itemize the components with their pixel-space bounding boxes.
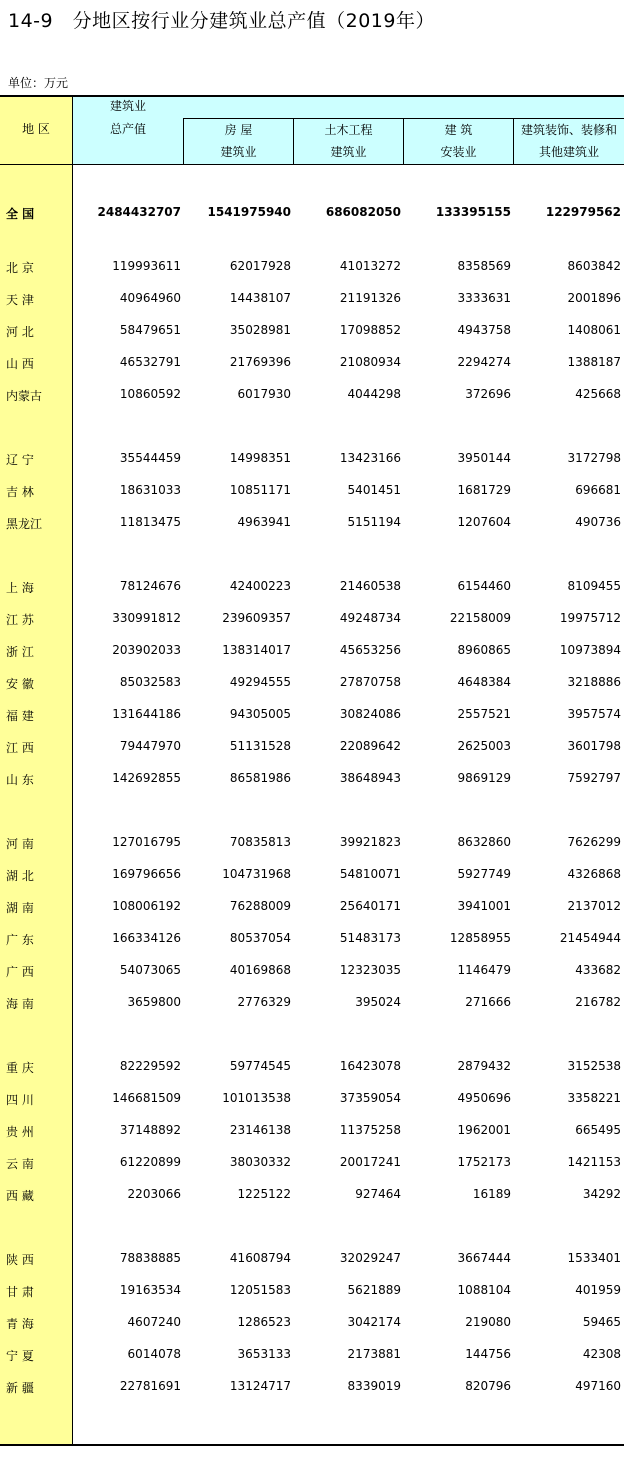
value-cell-col5: 8109455 bbox=[567, 579, 621, 593]
value-cell-col1: 37148892 bbox=[119, 1123, 181, 1137]
table-row bbox=[0, 255, 624, 279]
table-row bbox=[0, 863, 624, 887]
value-cell-col4: 12858955 bbox=[449, 931, 511, 945]
region-name: 安 徽 bbox=[6, 677, 34, 691]
table-row bbox=[0, 287, 624, 311]
value-cell-col2: 101013538 bbox=[222, 1091, 291, 1105]
value-cell-col3: 49248734 bbox=[339, 611, 401, 625]
value-cell-col5: 7626299 bbox=[567, 835, 621, 849]
value-cell-col5: 401959 bbox=[575, 1283, 621, 1297]
region-name: 宁 夏 bbox=[6, 1349, 34, 1363]
value-cell-col4: 2557521 bbox=[457, 707, 511, 721]
value-cell-col5: 3218886 bbox=[567, 675, 621, 689]
table-row bbox=[0, 927, 624, 951]
value-cell-col1: 58479651 bbox=[119, 323, 181, 337]
value-cell-col4: 2625003 bbox=[457, 739, 511, 753]
value-cell-col4: 144756 bbox=[465, 1347, 511, 1361]
value-cell-col4: 820796 bbox=[465, 1379, 511, 1393]
value-cell-col2: 10851171 bbox=[229, 483, 291, 497]
value-cell-col5: 1533401 bbox=[567, 1251, 621, 1265]
value-cell-col3: 27870758 bbox=[339, 675, 401, 689]
region-name: 天 津 bbox=[6, 293, 34, 307]
value-cell-col5: 490736 bbox=[575, 515, 621, 529]
value-cell-col3: 54810071 bbox=[339, 867, 401, 881]
value-cell-col4: 4950696 bbox=[457, 1091, 511, 1105]
value-cell-col2: 23146138 bbox=[229, 1123, 291, 1137]
value-cell-col3: 13423166 bbox=[339, 451, 401, 465]
value-cell-col4: 1146479 bbox=[457, 963, 511, 977]
value-cell-col3: 8339019 bbox=[347, 1379, 401, 1393]
region-name: 新 疆 bbox=[6, 1381, 34, 1395]
region-name: 河 南 bbox=[6, 837, 34, 851]
table-row bbox=[0, 575, 624, 599]
header-col5-line2: 其他建筑业 bbox=[538, 145, 599, 159]
table-row bbox=[0, 1183, 624, 1207]
value-cell-col1: 131644186 bbox=[112, 707, 181, 721]
value-cell-col4: 3941001 bbox=[457, 899, 511, 913]
value-cell-col2: 94305005 bbox=[229, 707, 291, 721]
value-cell-col2: 14998351 bbox=[229, 451, 291, 465]
value-cell-col4: 3667444 bbox=[457, 1251, 511, 1265]
region-name: 湖 北 bbox=[6, 869, 34, 883]
region-name: 内蒙古 bbox=[6, 389, 43, 403]
header-col3-line1: 土木工程 bbox=[324, 123, 373, 137]
value-cell-col4: 219080 bbox=[465, 1315, 511, 1329]
table-row bbox=[0, 1087, 624, 1111]
value-cell-col5: 433682 bbox=[575, 963, 621, 977]
value-cell-col3: 32029247 bbox=[339, 1251, 401, 1265]
table-row bbox=[0, 767, 624, 791]
header-col5-line1: 建筑装饰、装修和 bbox=[520, 123, 617, 137]
value-cell-col2: 76288009 bbox=[229, 899, 291, 913]
value-cell-col5: 425668 bbox=[575, 387, 621, 401]
region-name: 河 北 bbox=[6, 325, 34, 339]
page-title: 14-9 分地区按行业分建筑业总产值（2019年） bbox=[8, 10, 435, 32]
region-name: 山 东 bbox=[6, 773, 34, 787]
value-cell-col2: 1541975940 bbox=[207, 205, 291, 219]
value-cell-col5: 4326868 bbox=[567, 867, 621, 881]
value-cell-col4: 1752173 bbox=[457, 1155, 511, 1169]
value-cell-col3: 20017241 bbox=[339, 1155, 401, 1169]
value-cell-col3: 25640171 bbox=[339, 899, 401, 913]
value-cell-col2: 70835813 bbox=[229, 835, 291, 849]
value-cell-col3: 17098852 bbox=[339, 323, 401, 337]
value-cell-col2: 51131528 bbox=[229, 739, 291, 753]
bottom-rule bbox=[0, 1444, 624, 1446]
region-name: 青 海 bbox=[6, 1317, 34, 1331]
table-row bbox=[0, 639, 624, 663]
region-name: 北 京 bbox=[6, 261, 34, 275]
national-total-row bbox=[0, 201, 624, 225]
region-name: 四 川 bbox=[6, 1093, 34, 1107]
region-name: 湖 南 bbox=[6, 901, 34, 915]
value-cell-col1: 11813475 bbox=[119, 515, 181, 529]
value-cell-col1: 108006192 bbox=[112, 899, 181, 913]
value-cell-col1: 82229592 bbox=[119, 1059, 181, 1073]
header-col3-line2: 建筑业 bbox=[330, 145, 367, 159]
value-cell-col5: 497160 bbox=[575, 1379, 621, 1393]
value-cell-col4: 2879432 bbox=[457, 1059, 511, 1073]
value-cell-col1: 78838885 bbox=[119, 1251, 181, 1265]
value-cell-col5: 7592797 bbox=[567, 771, 621, 785]
value-cell-col4: 5927749 bbox=[457, 867, 511, 881]
value-cell-col4: 8358569 bbox=[457, 259, 511, 273]
value-cell-col4: 3333631 bbox=[457, 291, 511, 305]
header-total-line2: 总产值 bbox=[109, 122, 146, 136]
value-cell-col1: 169796656 bbox=[112, 867, 181, 881]
table-row bbox=[0, 1311, 624, 1335]
value-cell-col4: 16189 bbox=[472, 1187, 511, 1201]
value-cell-col3: 21191326 bbox=[339, 291, 401, 305]
value-cell-col4: 133395155 bbox=[435, 205, 511, 219]
header-col4-line1: 建 筑 bbox=[444, 123, 473, 137]
value-cell-col3: 927464 bbox=[355, 1187, 401, 1201]
region-name: 海 南 bbox=[6, 997, 34, 1011]
value-cell-col1: 142692855 bbox=[112, 771, 181, 785]
value-cell-col1: 6014078 bbox=[127, 1347, 181, 1361]
header-col4-line2: 安装业 bbox=[440, 145, 477, 159]
value-cell-col3: 51483173 bbox=[339, 931, 401, 945]
value-cell-col2: 41608794 bbox=[229, 1251, 291, 1265]
region-name: 贵 州 bbox=[6, 1125, 34, 1139]
region-name: 全 国 bbox=[6, 207, 35, 221]
value-cell-col3: 5151194 bbox=[347, 515, 401, 529]
value-cell-col3: 39921823 bbox=[339, 835, 401, 849]
value-cell-col1: 19163534 bbox=[119, 1283, 181, 1297]
value-cell-col5: 665495 bbox=[575, 1123, 621, 1137]
table-row bbox=[0, 991, 624, 1015]
table-row bbox=[0, 511, 624, 535]
value-cell-col5: 1408061 bbox=[567, 323, 621, 337]
data-table bbox=[0, 95, 624, 1446]
value-cell-col3: 21080934 bbox=[339, 355, 401, 369]
value-cell-col3: 22089642 bbox=[339, 739, 401, 753]
value-cell-col3: 41013272 bbox=[339, 259, 401, 273]
region-name: 福 建 bbox=[6, 709, 34, 723]
value-cell-col1: 79447970 bbox=[119, 739, 181, 753]
value-cell-col3: 45653256 bbox=[339, 643, 401, 657]
value-cell-col5: 3601798 bbox=[567, 739, 621, 753]
table-row bbox=[0, 1375, 624, 1399]
value-cell-col2: 6017930 bbox=[237, 387, 291, 401]
table-row bbox=[0, 895, 624, 919]
region-name: 广 西 bbox=[6, 965, 34, 979]
value-cell-col1: 35544459 bbox=[119, 451, 181, 465]
value-cell-col4: 8632860 bbox=[457, 835, 511, 849]
value-cell-col3: 5401451 bbox=[347, 483, 401, 497]
value-cell-col2: 1286523 bbox=[237, 1315, 291, 1329]
value-cell-col3: 30824086 bbox=[339, 707, 401, 721]
table-row bbox=[0, 1279, 624, 1303]
region-name: 甘 肃 bbox=[6, 1285, 34, 1299]
unit-label: 单位：万元 bbox=[8, 76, 69, 90]
table-row bbox=[0, 351, 624, 375]
value-cell-col5: 696681 bbox=[575, 483, 621, 497]
value-cell-col1: 119993611 bbox=[112, 259, 181, 273]
table-row bbox=[0, 671, 624, 695]
value-cell-col5: 3172798 bbox=[567, 451, 621, 465]
table-row bbox=[0, 1151, 624, 1175]
value-cell-col1: 4607240 bbox=[127, 1315, 181, 1329]
header-rule bbox=[0, 164, 624, 165]
value-cell-col3: 12323035 bbox=[339, 963, 401, 977]
value-cell-col3: 686082050 bbox=[325, 205, 401, 219]
value-cell-col5: 34292 bbox=[582, 1187, 621, 1201]
value-cell-col1: 40964960 bbox=[119, 291, 181, 305]
value-cell-col1: 127016795 bbox=[112, 835, 181, 849]
value-cell-col1: 2203066 bbox=[127, 1187, 181, 1201]
table-row bbox=[0, 383, 624, 407]
value-cell-col3: 38648943 bbox=[339, 771, 401, 785]
value-cell-col1: 146681509 bbox=[112, 1091, 181, 1105]
value-cell-col3: 37359054 bbox=[339, 1091, 401, 1105]
value-cell-col5: 3152538 bbox=[567, 1059, 621, 1073]
region-name: 广 东 bbox=[6, 933, 34, 947]
value-cell-col4: 6154460 bbox=[457, 579, 511, 593]
table-row bbox=[0, 607, 624, 631]
value-cell-col3: 3042174 bbox=[347, 1315, 401, 1329]
value-cell-col2: 1225122 bbox=[237, 1187, 291, 1201]
value-cell-col2: 62017928 bbox=[229, 259, 291, 273]
value-cell-col4: 3950144 bbox=[457, 451, 511, 465]
value-cell-col2: 4963941 bbox=[237, 515, 291, 529]
value-cell-col2: 12051583 bbox=[229, 1283, 291, 1297]
table-row bbox=[0, 447, 624, 471]
value-cell-col4: 8960865 bbox=[457, 643, 511, 657]
region-name: 上 海 bbox=[6, 581, 34, 595]
table-row bbox=[0, 831, 624, 855]
value-cell-col2: 40169868 bbox=[229, 963, 291, 977]
value-cell-col2: 239609357 bbox=[222, 611, 291, 625]
value-cell-col1: 46532791 bbox=[119, 355, 181, 369]
region-name: 陕 西 bbox=[6, 1253, 34, 1267]
value-cell-col3: 2173881 bbox=[347, 1347, 401, 1361]
table-row bbox=[0, 703, 624, 727]
value-cell-col1: 61220899 bbox=[119, 1155, 181, 1169]
region-name: 重 庆 bbox=[6, 1061, 34, 1075]
value-cell-col5: 42308 bbox=[582, 1347, 621, 1361]
region-name: 云 南 bbox=[6, 1157, 34, 1171]
value-cell-col1: 2484432707 bbox=[97, 205, 181, 219]
value-cell-col5: 216782 bbox=[575, 995, 621, 1009]
region-name: 江 苏 bbox=[6, 613, 34, 627]
header-region: 地 区 bbox=[22, 122, 50, 136]
value-cell-col2: 86581986 bbox=[229, 771, 291, 785]
value-cell-col2: 138314017 bbox=[222, 643, 291, 657]
value-cell-col5: 10973894 bbox=[559, 643, 621, 657]
value-cell-col2: 35028981 bbox=[229, 323, 291, 337]
value-cell-col1: 330991812 bbox=[112, 611, 181, 625]
table-row bbox=[0, 479, 624, 503]
value-cell-col2: 104731968 bbox=[222, 867, 291, 881]
value-cell-col5: 1421153 bbox=[567, 1155, 621, 1169]
table-row bbox=[0, 1343, 624, 1367]
value-cell-col4: 1681729 bbox=[457, 483, 511, 497]
value-cell-col3: 5621889 bbox=[347, 1283, 401, 1297]
value-cell-col2: 3653133 bbox=[237, 1347, 291, 1361]
region-name: 吉 林 bbox=[6, 485, 34, 499]
value-cell-col5: 19975712 bbox=[559, 611, 621, 625]
value-cell-col5: 3358221 bbox=[567, 1091, 621, 1105]
value-cell-col5: 59465 bbox=[582, 1315, 621, 1329]
value-cell-col5: 2001896 bbox=[567, 291, 621, 305]
value-cell-col4: 22158009 bbox=[449, 611, 511, 625]
value-cell-col1: 85032583 bbox=[119, 675, 181, 689]
value-cell-col3: 4044298 bbox=[347, 387, 401, 401]
value-cell-col4: 271666 bbox=[465, 995, 511, 1009]
value-cell-col2: 49294555 bbox=[229, 675, 291, 689]
value-cell-col5: 1388187 bbox=[567, 355, 621, 369]
value-cell-col4: 4648384 bbox=[457, 675, 511, 689]
value-cell-col2: 13124717 bbox=[229, 1379, 291, 1393]
value-cell-col2: 14438107 bbox=[229, 291, 291, 305]
value-cell-col4: 1088104 bbox=[457, 1283, 511, 1297]
table-row bbox=[0, 735, 624, 759]
value-cell-col1: 54073065 bbox=[119, 963, 181, 977]
value-cell-col1: 10860592 bbox=[119, 387, 181, 401]
value-cell-col4: 4943758 bbox=[457, 323, 511, 337]
table-row bbox=[0, 959, 624, 983]
value-cell-col5: 122979562 bbox=[545, 205, 621, 219]
value-cell-col3: 11375258 bbox=[339, 1123, 401, 1137]
header-col2-line2: 建筑业 bbox=[220, 145, 257, 159]
value-cell-col3: 395024 bbox=[355, 995, 401, 1009]
header-total-line1: 建筑业 bbox=[109, 99, 146, 113]
value-cell-col4: 2294274 bbox=[457, 355, 511, 369]
value-cell-col4: 372696 bbox=[465, 387, 511, 401]
value-cell-col5: 3957574 bbox=[567, 707, 621, 721]
region-name: 辽 宁 bbox=[6, 453, 34, 467]
value-cell-col4: 9869129 bbox=[457, 771, 511, 785]
value-cell-col1: 203902033 bbox=[112, 643, 181, 657]
value-cell-col3: 21460538 bbox=[339, 579, 401, 593]
value-cell-col2: 2776329 bbox=[237, 995, 291, 1009]
value-cell-col5: 8603842 bbox=[567, 259, 621, 273]
value-cell-col1: 78124676 bbox=[119, 579, 181, 593]
value-cell-col2: 38030332 bbox=[229, 1155, 291, 1169]
value-cell-col1: 22781691 bbox=[119, 1379, 181, 1393]
value-cell-col1: 166334126 bbox=[112, 931, 181, 945]
region-name: 山 西 bbox=[6, 357, 34, 371]
value-cell-col1: 3659800 bbox=[127, 995, 181, 1009]
table-row bbox=[0, 1247, 624, 1271]
value-cell-col2: 42400223 bbox=[229, 579, 291, 593]
region-name: 黑龙江 bbox=[6, 517, 43, 531]
header-col2-line1: 房 屋 bbox=[224, 123, 253, 137]
region-name: 江 西 bbox=[6, 741, 34, 755]
value-cell-col3: 16423078 bbox=[339, 1059, 401, 1073]
region-name: 浙 江 bbox=[6, 645, 34, 659]
value-cell-col4: 1962001 bbox=[457, 1123, 511, 1137]
value-cell-col1: 18631033 bbox=[119, 483, 181, 497]
value-cell-col5: 21454944 bbox=[559, 931, 621, 945]
table-row bbox=[0, 1119, 624, 1143]
value-cell-col2: 59774545 bbox=[229, 1059, 291, 1073]
value-cell-col2: 21769396 bbox=[229, 355, 291, 369]
table-row bbox=[0, 319, 624, 343]
region-name: 西 藏 bbox=[6, 1189, 34, 1203]
value-cell-col2: 80537054 bbox=[229, 931, 291, 945]
table-row bbox=[0, 1055, 624, 1079]
value-cell-col5: 2137012 bbox=[567, 899, 621, 913]
value-cell-col4: 1207604 bbox=[457, 515, 511, 529]
